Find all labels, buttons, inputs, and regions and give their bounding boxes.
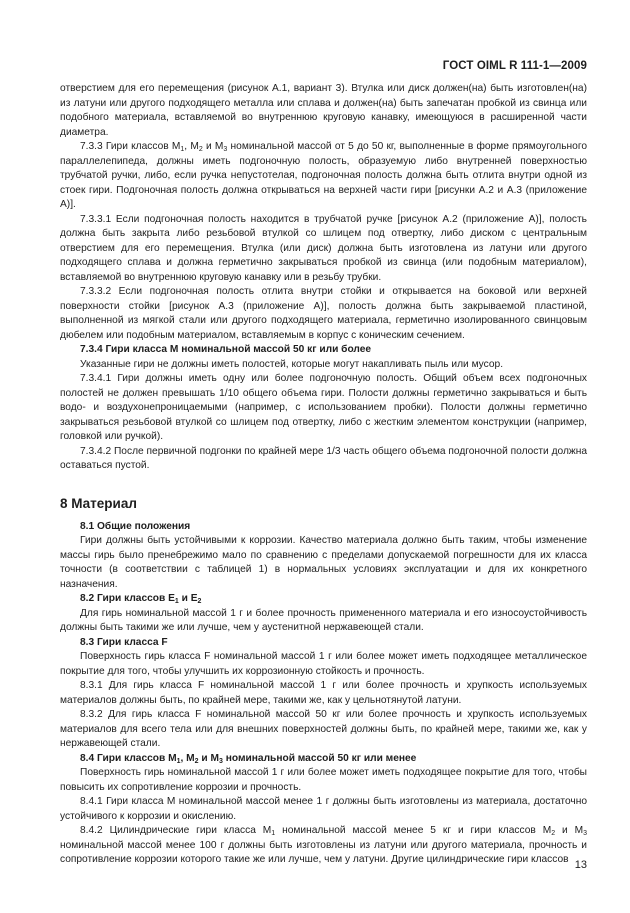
heading-8-1: 8.1 Общие положения: [80, 520, 191, 532]
paragraph-7-3-4-1: 7.3.4.1 Гири должны иметь одну или более подгоночную полость. Общий объем всех подгоночных полостей не должен превышать 1/10 общего объема гири. Полости должны герметично закрываться и быть водо- и воздухонепроницаемыми (например, с использованием пробки). Полости должны герметично закрываться резьбовой втулкой со шлицем под отвертку, либо с жестким элементом конструкции (например, головкой или ручкой).: [60, 373, 587, 442]
paragraph-8-3-2: 8.3.2 Для гирь класса F номинальной массой 50 кг или более прочность и хрупкость используемых материалов для всего тела или для внешних поверхностей должны быть, по крайней мере, такими же, как у нержавеющей стали.: [60, 709, 587, 749]
heading-7-3-4: 7.3.4 Гири класса М номинальной массой 50 кг или более: [80, 344, 372, 355]
paragraph-7-3-4-2: 7.3.4.2 После первичной подгонки по крайней мере 1/3 часть общего объема подгоночной полости должна оставаться пустой.: [60, 445, 588, 471]
paragraph-8-3-1: 8.3.1 Для гирь класса F номинальной массой 1 г или более прочность и хрупкость используемых материалов должны быть, по крайней мере, такими же, как у цельнотянутой латуни.: [60, 680, 587, 706]
standard-header: ГОСТ OIML R 111-1—2009: [442, 60, 587, 72]
paragraph-8-2: Для гирь номинальной массой 1 г и более прочность примененного материала и его износоустойчивость должны быть такими же или лучше, чем у аустенитной нержавеющей стали.: [60, 607, 587, 633]
paragraph-8-4-1: 8.4.1 Гири класса М номинальной массой менее 1 г должны быть изготовлены из материала, достаточно устойчивого к коррозии и окислению.: [60, 796, 587, 822]
heading-8-4: 8.4 Гири классов $M_1$, $M_2$ и $M_3$ номинальной массой 50 кг или менее: [80, 752, 417, 765]
page-body: [60, 82, 587, 868]
paragraph-8-4-2: 8.4.2 Цилиндрические гири класса $M_1$ номинальной массой менее 5 кг и гири классов $M_2$ и $M_3$ номинальной массой менее 100 г должны быть изготовлены из латуни или другого материала, прочность и сопротивление коррозии которого такие же или лучше, чем у латуни. Другие цилиндрические гири классов: [60, 825, 587, 865]
paragraph-8-4: Поверхность гирь номинальной массой 1 г или более может иметь подходящее покрытие для того, чтобы повысить их сопротивление коррозии и прочность.: [60, 767, 587, 793]
heading-8-3: 8.3 Гири класса F: [80, 636, 168, 648]
paragraph-7-3-3-1: 7.3.3.1 Если подгоночная полость находится в трубчатой ручке [рисунок А.2 (приложение А)], полость должна быть закрыта либо резьбовой втулкой со шлицем под отвертку, либо диском с центральным отверстием для его перемещения. Втулка (или диск) должна быть изготовлена из латуни или другого подходящего сплава и должна герметично закрываться пробкой из свинца (или подобным материалом), вставляемой во внутреннюю круговую канавку или в резьбу трубки.: [60, 213, 587, 283]
paragraph-7-3-3-2: 7.3.3.2 Если подгоночная полость отлита внутри стойки и открывается на боковой или верхней поверхности стойки [рисунок А.3 (приложение А)], полость должна быть закрываемой пластиной, выполненной из мягкой стали или другого подходящего материала, герметично изолированного свинцовым дюбелем или подобным материалом, вставляемым в корпус с коническим сечением.: [60, 286, 587, 341]
paragraph-7-3-4: Указанные гири не должны иметь полостей, которые могут накапливать пыль или мусор.: [80, 358, 504, 370]
heading-8-2: 8.2 Гири классов $E_1$ и $E_2$: [80, 593, 202, 605]
paragraph-7-3-3: 7.3.3 Гири классов $M_1$, $M_2$ и $M_3$ номинальной массой от 5 до 50 кг, выполненные в форме прямоугольного параллелепипеда, должны иметь подгоночную полость, образуемую либо внутренней поверхностью трубчатой ручки, либо, если ручка непустотелая, подгоночная полость должна быть отлита внутри одной из стоек гири. Подгоночная полость должна открываться на верхней части гири [рисунки А.2 и А.3 (приложение А)].: [60, 141, 587, 210]
section-heading-8: 8 Материал: [60, 495, 137, 511]
paragraph-cont: отверстием для его перемещения (рисунок А.1, вариант 3). Втулка или диск должен(на) быть изготовлен(на) из латуни или другого подходящего металла или сплава и должен(на) быть запечатан пробкой из свинца или подобного материала, вставляемой во внутреннюю круговую канавку, имеющуюся в расширенной части диаметра.: [60, 83, 587, 138]
paragraph-8-3: Поверхность гирь класса F номинальной массой 1 г или более может иметь подходящее металлическое покрытие для того, чтобы улучшить их коррозионную стойкость и прочность.: [60, 651, 587, 677]
paragraph-8-1: Гири должны быть устойчивыми к коррозии. Качество материала должно быть таким, чтобы изменение массы гирь было пренебрежимо мало по сравнению с пределами допускаемой погрешности для их класса точности (в соответствии с таблицей 1) в нормальных условиях эксплуатации и для их конкретного назначения.: [60, 535, 587, 590]
page-number: 13: [574, 859, 587, 871]
